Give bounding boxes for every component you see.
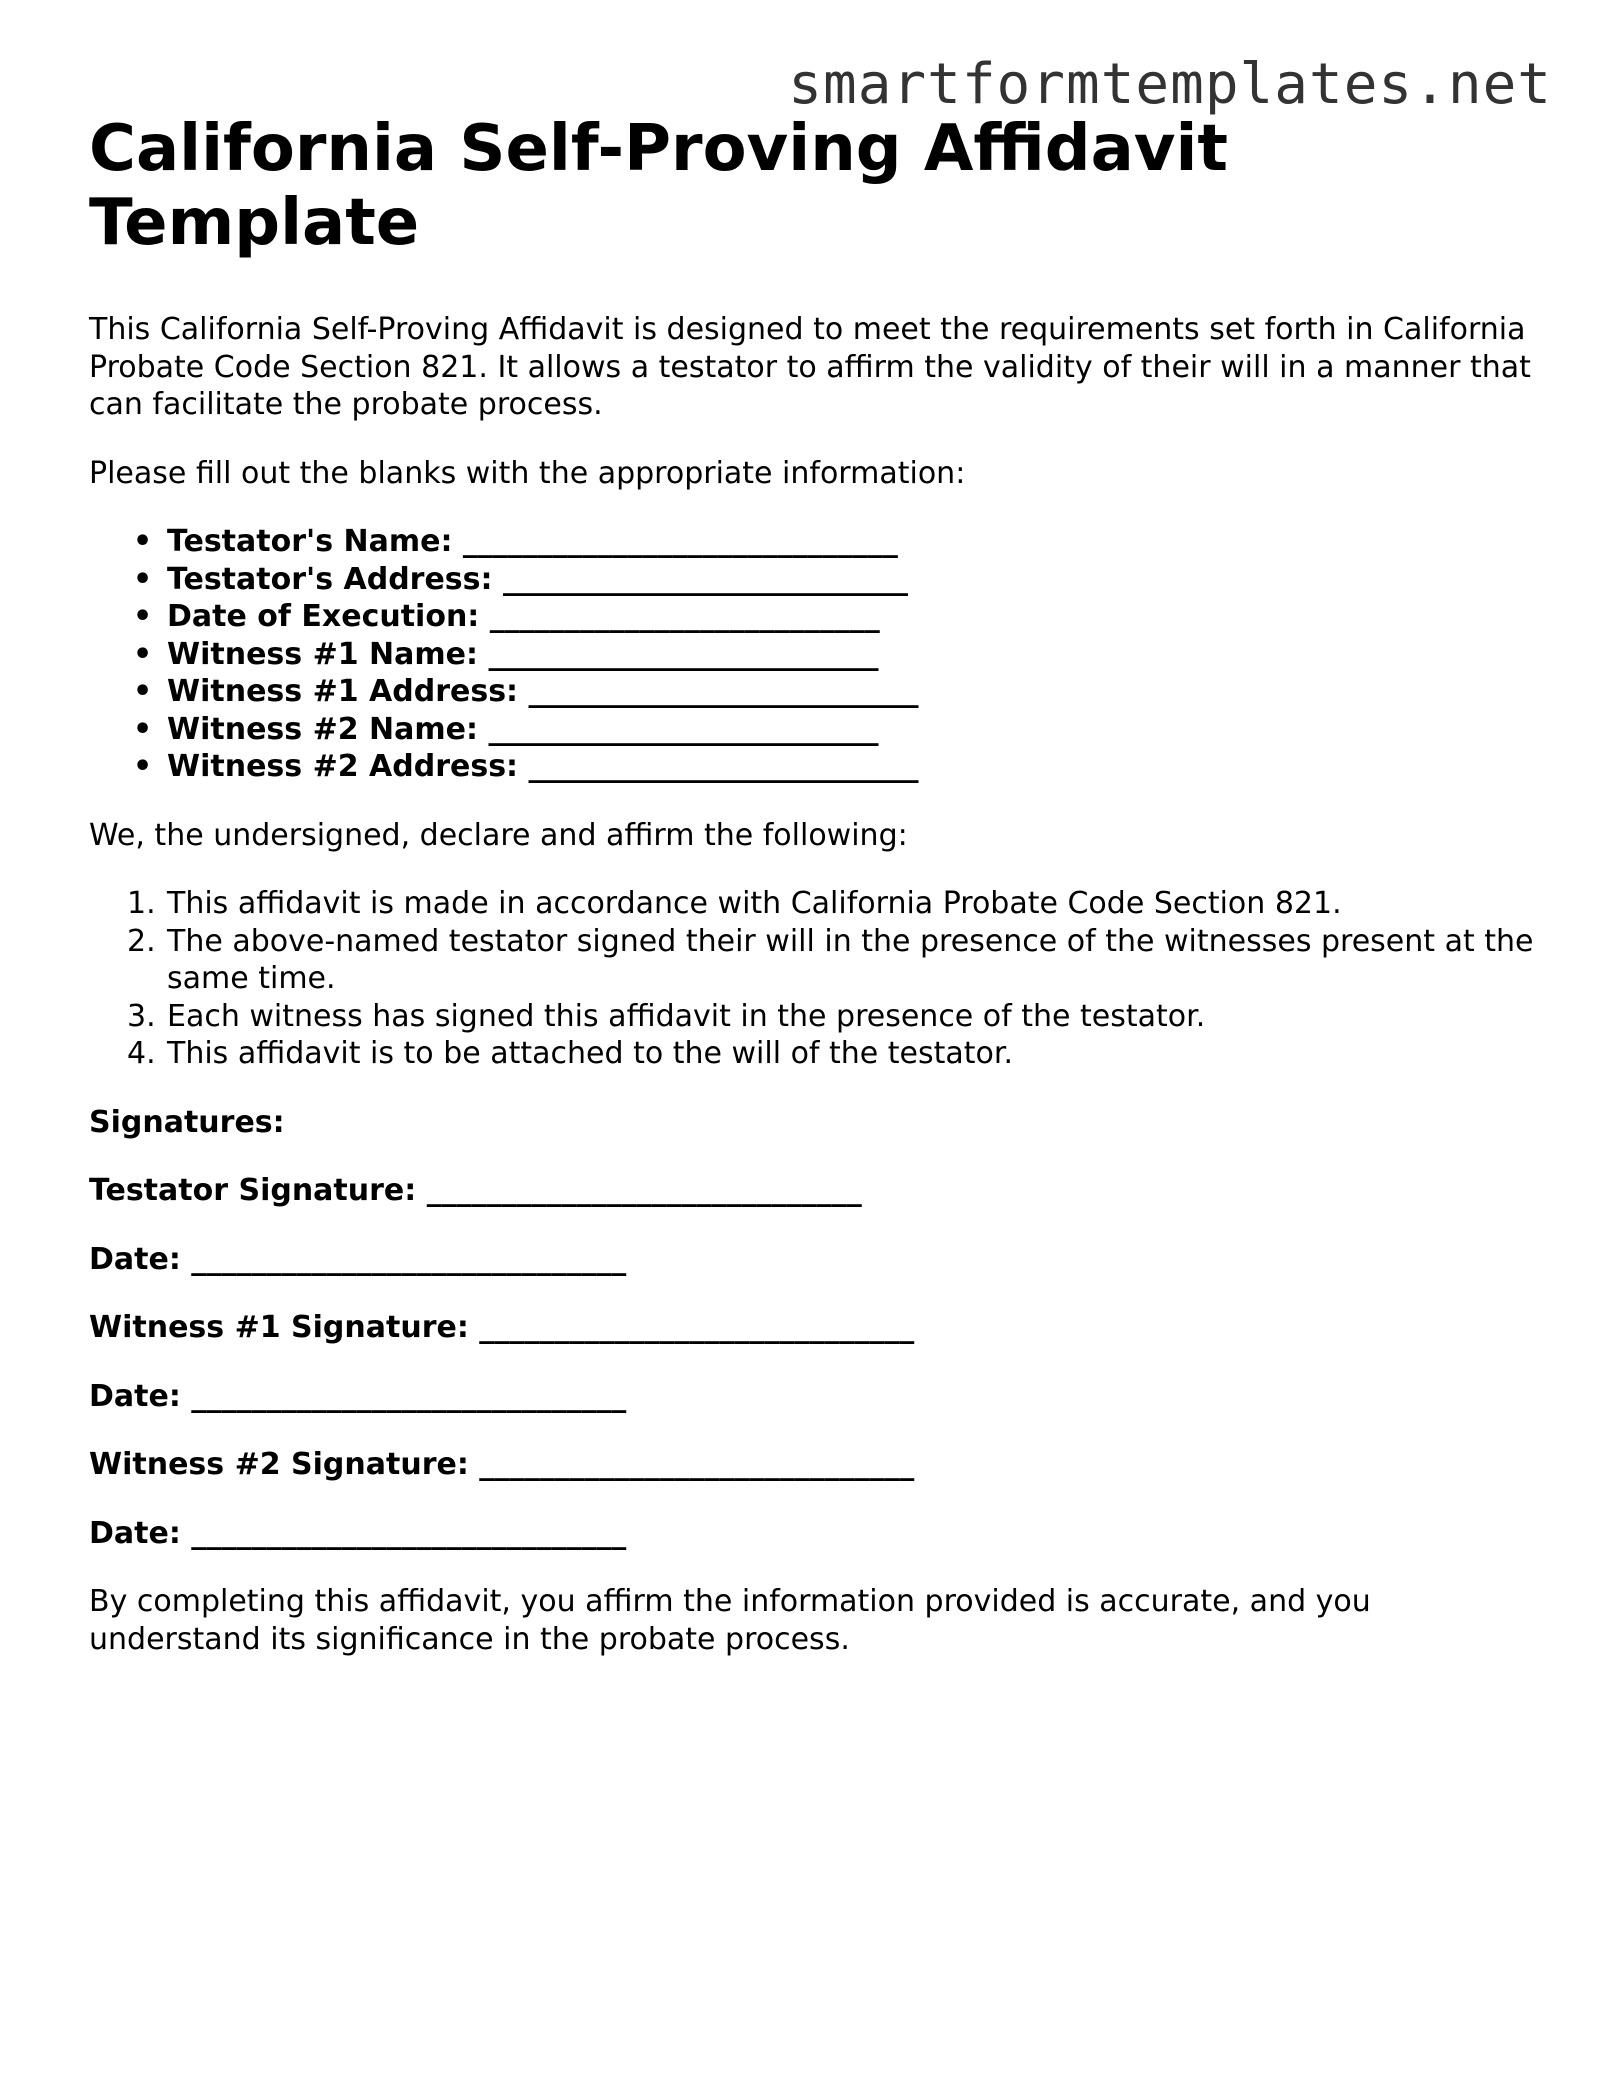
date-blank[interactable]: _____________________________ [191, 1241, 627, 1277]
affirmation-list [89, 885, 1539, 1073]
field-witness1-name [133, 636, 1539, 674]
closing-paragraph: By completing this affidavit, you affirm the information provided is accurate, and you understand its significance in the probate process. [89, 1584, 1371, 1657]
affirmation-text: This affidavit is made in accordance with California Probate Code Section 821. [167, 886, 1342, 921]
date-label: Date: [89, 1515, 181, 1551]
field-label: Testator's Address: [167, 561, 493, 597]
field-witness2-name [133, 711, 1539, 749]
bullet-icon: • [133, 749, 153, 784]
field-testator-address [133, 561, 1539, 599]
field-blank[interactable]: __________________________ [488, 711, 879, 747]
field-label: Witness #1 Address: [167, 674, 519, 709]
field-blank[interactable]: ___________________________ [502, 561, 908, 597]
affirmation-item [127, 923, 1539, 998]
field-label: Witness #1 Name: [167, 636, 478, 672]
signature-blank[interactable]: _____________________________ [479, 1310, 915, 1345]
item-number: 2. [127, 923, 156, 959]
date-blank[interactable]: _____________________________ [191, 1378, 627, 1414]
field-blank[interactable]: __________________________ [528, 674, 919, 709]
field-blank[interactable]: __________________________ [489, 599, 880, 634]
signature-label: Testator Signature: [89, 1173, 417, 1208]
document-body [89, 112, 1539, 1658]
affirmation-item [127, 998, 1539, 1036]
info-field-list [89, 523, 1539, 786]
witness2-signature-line [89, 1446, 1539, 1484]
affirmation-text: Each witness has signed this affidavit in the presence of the testator. [167, 998, 1206, 1034]
signature-label: Witness #2 Signature: [89, 1447, 469, 1482]
affirmation-text: This affidavit is to be attached to the will of the testator. [167, 1036, 1014, 1071]
fill-prompt: Please fill out the blanks with the appropriate information: [89, 455, 966, 491]
bullet-icon: • [133, 674, 153, 709]
affirmation-item [127, 885, 1539, 923]
date-blank[interactable]: _____________________________ [191, 1515, 627, 1551]
testator-signature-line [89, 1172, 1539, 1210]
witness2-date-line [89, 1515, 1539, 1553]
bullet-icon: • [133, 524, 153, 559]
affirmation-item [127, 1035, 1539, 1073]
field-blank[interactable]: _____________________________ [462, 524, 898, 559]
item-number: 1. [127, 886, 156, 921]
field-witness1-address [133, 673, 1539, 711]
witness1-signature-line [89, 1309, 1539, 1347]
field-witness2-address [133, 748, 1539, 786]
affirmation-text: The above-named testator signed their will in the presence of the witnesses present at the same time. [167, 923, 1534, 996]
testator-date-line [89, 1241, 1539, 1279]
intro-paragraph: This California Self-Proving Affidavit is designed to meet the requirements set forth in California Probate Code Section 821. It allows a testator to affirm the validity of their will in a manner that can facilitate the probate process. [89, 312, 1531, 422]
bullet-icon: • [133, 636, 153, 672]
signature-label: Witness #1 Signature: [89, 1310, 469, 1345]
site-watermark: smartformtemplates.net [788, 52, 1552, 117]
field-label: Witness #2 Name: [167, 711, 478, 747]
bullet-icon: • [133, 561, 153, 597]
witness1-date-line [89, 1378, 1539, 1416]
signature-blank[interactable]: _____________________________ [426, 1173, 862, 1208]
field-label: Witness #2 Address: [167, 749, 519, 784]
field-date-of-execution [133, 598, 1539, 636]
field-blank[interactable]: __________________________ [528, 749, 919, 784]
declaration-intro: We, the undersigned, declare and affirm the following: [89, 817, 908, 853]
signature-blank[interactable]: _____________________________ [479, 1447, 915, 1482]
signatures-heading: Signatures: [89, 1104, 285, 1140]
date-label: Date: [89, 1378, 181, 1414]
field-blank[interactable]: __________________________ [488, 636, 879, 672]
field-testator-name [133, 523, 1539, 561]
field-label: Testator's Name: [167, 524, 453, 559]
page-title: California Self-Proving Affidavit Template [89, 112, 1228, 260]
bullet-icon: • [133, 711, 153, 747]
date-label: Date: [89, 1241, 181, 1277]
item-number: 4. [127, 1036, 156, 1071]
bullet-icon: • [133, 599, 153, 634]
field-label: Date of Execution: [167, 599, 480, 634]
item-number: 3. [127, 998, 156, 1034]
